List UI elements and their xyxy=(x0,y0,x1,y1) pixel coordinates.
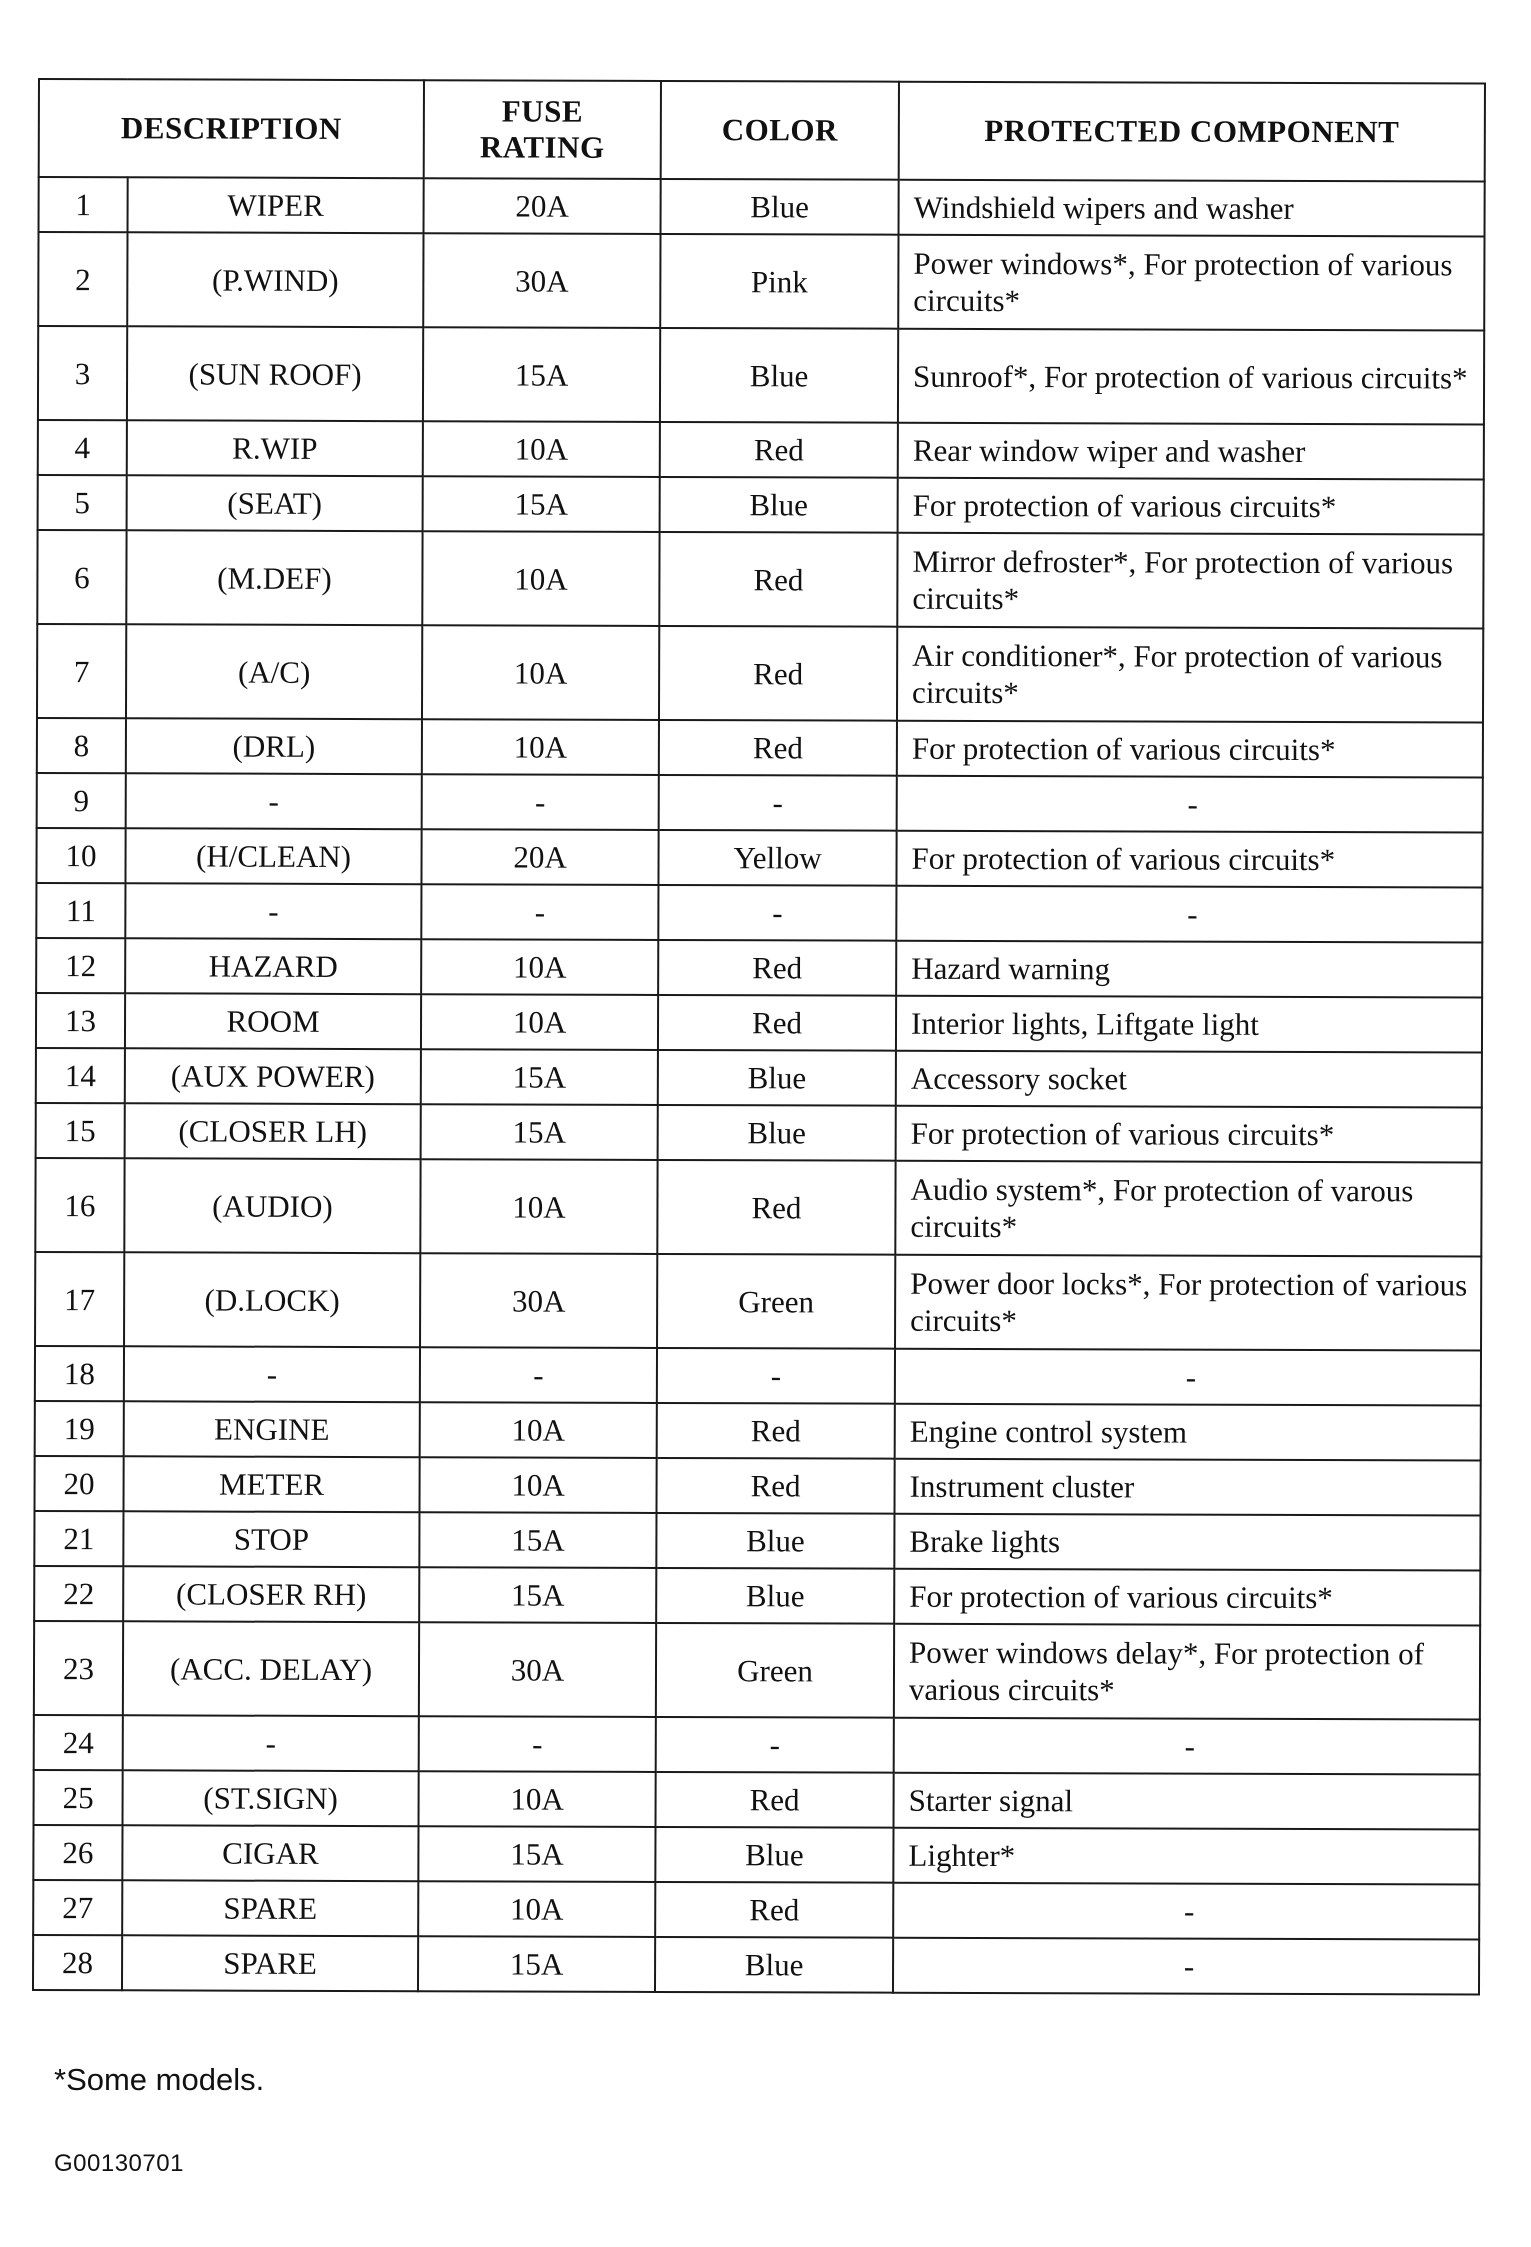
cell-description: HAZARD xyxy=(125,938,421,994)
cell-protected-component: Accessory socket xyxy=(896,1051,1482,1108)
header-description: DESCRIPTION xyxy=(39,79,424,178)
table-row xyxy=(34,1621,1480,1720)
cell-protected-component: Starter signal xyxy=(894,1773,1480,1830)
table-row xyxy=(37,773,1483,833)
cell-color: - xyxy=(659,775,897,831)
cell-fuse-rating: 10A xyxy=(418,1881,655,1937)
cell-protected-component: Power windows*, For protection of various circuits* xyxy=(898,235,1484,331)
cell-fuse-rating: 10A xyxy=(422,531,659,626)
cell-color: Red xyxy=(659,532,897,627)
cell-description: (AUDIO) xyxy=(124,1158,420,1253)
cell-protected-component: Mirror defroster*, For protection of various circuits* xyxy=(897,533,1483,629)
cell-number: 18 xyxy=(35,1346,124,1401)
cell-protected-component: - xyxy=(893,1938,1479,1995)
cell-description: SPARE xyxy=(122,1935,418,1991)
cell-fuse-rating: 15A xyxy=(423,327,660,422)
cell-description: (A/C) xyxy=(126,624,422,719)
cell-fuse-rating: 10A xyxy=(422,719,659,775)
cell-number: 23 xyxy=(34,1621,123,1715)
cell-color: Blue xyxy=(658,1105,896,1161)
table-header-row xyxy=(39,79,1485,182)
cell-number: 22 xyxy=(34,1566,123,1621)
header-fuse-rating-line1: FUSE xyxy=(501,93,584,129)
cell-fuse-rating: 30A xyxy=(419,1622,656,1717)
cell-number: 14 xyxy=(36,1048,125,1103)
cell-fuse-rating: 15A xyxy=(423,476,660,532)
cell-number: 26 xyxy=(33,1825,122,1880)
table-row xyxy=(33,1880,1479,1940)
table-row xyxy=(35,1158,1481,1257)
table-row xyxy=(36,938,1482,998)
table-row xyxy=(36,993,1482,1053)
cell-number: 16 xyxy=(35,1158,124,1252)
cell-description: - xyxy=(126,773,422,829)
cell-number: 17 xyxy=(35,1252,124,1346)
table-row xyxy=(34,1566,1480,1626)
table-row xyxy=(34,1456,1480,1516)
cell-fuse-rating: 10A xyxy=(423,421,660,477)
cell-color: Red xyxy=(658,940,896,996)
cell-number: 28 xyxy=(33,1935,122,1990)
cell-description: (ACC. DELAY) xyxy=(123,1621,419,1716)
cell-fuse-rating: 30A xyxy=(420,1253,657,1348)
cell-color: Blue xyxy=(658,1050,896,1106)
cell-protected-component: Interior lights, Liftgate light xyxy=(896,996,1482,1053)
table-row xyxy=(36,1048,1482,1108)
cell-description: (SEAT) xyxy=(127,475,423,531)
cell-protected-component: Windshield wipers and washer xyxy=(899,180,1485,237)
cell-fuse-rating: - xyxy=(419,1716,656,1772)
table-body xyxy=(33,177,1485,1995)
fuse-table xyxy=(32,78,1486,1996)
cell-fuse-rating: 20A xyxy=(421,829,658,885)
cell-protected-component: - xyxy=(897,776,1483,833)
table-row xyxy=(39,177,1485,237)
cell-number: 25 xyxy=(34,1770,123,1825)
table-row xyxy=(35,1401,1481,1461)
table-row xyxy=(36,1103,1482,1163)
cell-fuse-rating: 15A xyxy=(421,1049,658,1105)
cell-description: - xyxy=(124,1346,420,1402)
cell-number: 5 xyxy=(38,475,127,530)
cell-color: - xyxy=(656,1717,894,1773)
cell-number: 6 xyxy=(37,530,126,624)
cell-protected-component: Audio system*, For protection of varous circuits* xyxy=(895,1161,1481,1257)
cell-fuse-rating: 30A xyxy=(423,233,660,328)
cell-number: 11 xyxy=(36,883,125,938)
cell-color: Green xyxy=(656,1623,894,1718)
cell-number: 12 xyxy=(36,938,125,993)
cell-protected-component: - xyxy=(894,1718,1480,1775)
cell-description: WIPER xyxy=(128,177,424,233)
cell-color: Pink xyxy=(660,234,898,329)
cell-protected-component: Brake lights xyxy=(894,1514,1480,1571)
header-fuse-rating xyxy=(424,80,661,179)
cell-number: 2 xyxy=(38,232,127,326)
header-fuse-rating-line2: RATING xyxy=(479,129,605,165)
cell-protected-component: Power windows delay*, For protection of various circuits* xyxy=(894,1624,1480,1720)
cell-description: (DRL) xyxy=(126,718,422,774)
cell-color: - xyxy=(658,885,896,941)
table-row xyxy=(36,883,1482,943)
cell-description: (ST.SIGN) xyxy=(123,1770,419,1826)
cell-fuse-rating: 10A xyxy=(421,939,658,995)
cell-fuse-rating: 10A xyxy=(420,1402,657,1458)
cell-description: - xyxy=(123,1715,419,1771)
table-row xyxy=(35,1346,1481,1406)
cell-protected-component: Sunroof*, For protection of various circuits* xyxy=(898,329,1484,425)
cell-description: (SUN ROOF) xyxy=(127,326,423,421)
cell-protected-component: For protection of various circuits* xyxy=(898,478,1484,535)
table-row xyxy=(37,530,1483,629)
cell-description: (AUX POWER) xyxy=(125,1048,421,1104)
cell-number: 15 xyxy=(36,1103,125,1158)
cell-fuse-rating: - xyxy=(422,774,659,830)
footnote: *Some models. xyxy=(54,2062,265,2097)
cell-color: Blue xyxy=(661,179,899,235)
cell-fuse-rating: - xyxy=(421,884,658,940)
cell-description: SPARE xyxy=(122,1880,418,1936)
cell-protected-component: Power door locks*, For protection of various circuits* xyxy=(895,1255,1481,1351)
cell-protected-component: Engine control system xyxy=(895,1404,1481,1461)
cell-description: CIGAR xyxy=(122,1825,418,1881)
cell-color: Red xyxy=(657,1403,895,1459)
cell-number: 1 xyxy=(39,177,128,232)
cell-color: Green xyxy=(657,1254,895,1349)
cell-fuse-rating: 20A xyxy=(424,178,661,234)
cell-number: 13 xyxy=(36,993,125,1048)
table-row xyxy=(38,326,1484,425)
cell-color: Yellow xyxy=(658,830,896,886)
cell-description: STOP xyxy=(123,1511,419,1567)
cell-description: ENGINE xyxy=(124,1401,420,1457)
cell-color: Red xyxy=(655,1882,893,1938)
cell-description: (CLOSER RH) xyxy=(123,1566,419,1622)
cell-color: Red xyxy=(660,422,898,478)
cell-color: - xyxy=(657,1348,895,1404)
cell-protected-component: Rear window wiper and washer xyxy=(898,423,1484,480)
cell-protected-component: Instrument cluster xyxy=(895,1459,1481,1516)
cell-fuse-rating: 10A xyxy=(419,1771,656,1827)
cell-color: Red xyxy=(659,720,897,776)
table-row xyxy=(34,1770,1480,1830)
cell-description: (M.DEF) xyxy=(126,530,422,625)
cell-description: ROOM xyxy=(125,993,421,1049)
cell-color: Blue xyxy=(656,1513,894,1569)
header-protected-component: PROTECTED COMPONENT xyxy=(899,82,1485,182)
table-row xyxy=(33,1935,1479,1995)
cell-number: 20 xyxy=(34,1456,123,1511)
cell-protected-component: - xyxy=(896,886,1482,943)
table-row xyxy=(37,718,1483,778)
cell-fuse-rating: 15A xyxy=(419,1512,656,1568)
cell-color: Blue xyxy=(655,1937,893,1993)
cell-protected-component: For protection of various circuits* xyxy=(896,1106,1482,1163)
cell-number: 27 xyxy=(33,1880,122,1935)
cell-number: 3 xyxy=(38,326,127,420)
cell-fuse-rating: - xyxy=(420,1347,657,1403)
cell-description: METER xyxy=(123,1456,419,1512)
cell-number: 10 xyxy=(36,828,125,883)
cell-number: 21 xyxy=(34,1511,123,1566)
cell-protected-component: For protection of various circuits* xyxy=(897,721,1483,778)
cell-number: 9 xyxy=(37,773,126,828)
cell-description: (H/CLEAN) xyxy=(125,828,421,884)
figure-id: G00130701 xyxy=(54,2150,184,2177)
cell-protected-component: Hazard warning xyxy=(896,941,1482,998)
cell-protected-component: Lighter* xyxy=(893,1828,1479,1885)
table-row xyxy=(34,1715,1480,1775)
cell-fuse-rating: 15A xyxy=(418,1826,655,1882)
cell-number: 24 xyxy=(34,1715,123,1770)
cell-color: Red xyxy=(657,1458,895,1514)
cell-fuse-rating: 15A xyxy=(418,1936,655,1992)
table-row xyxy=(36,828,1482,888)
table-row xyxy=(33,1825,1479,1885)
cell-description: (P.WIND) xyxy=(127,232,423,327)
table-row xyxy=(35,1252,1481,1351)
cell-color: Red xyxy=(658,995,896,1051)
cell-protected-component: - xyxy=(895,1349,1481,1406)
table-row xyxy=(34,1511,1480,1571)
cell-color: Blue xyxy=(655,1827,893,1883)
cell-fuse-rating: 10A xyxy=(420,1159,657,1254)
cell-description: R.WIP xyxy=(127,420,423,476)
cell-protected-component: For protection of various circuits* xyxy=(894,1569,1480,1626)
cell-protected-component: For protection of various circuits* xyxy=(896,831,1482,888)
cell-number: 19 xyxy=(35,1401,124,1456)
header-color: COLOR xyxy=(661,81,899,180)
cell-color: Red xyxy=(656,1772,894,1828)
cell-color: Blue xyxy=(660,477,898,533)
table-row xyxy=(37,624,1483,723)
cell-number: 4 xyxy=(38,420,127,475)
cell-color: Red xyxy=(657,1160,895,1255)
cell-number: 7 xyxy=(37,624,126,718)
cell-protected-component: Air conditioner*, For protection of various circuits* xyxy=(897,627,1483,723)
cell-fuse-rating: 15A xyxy=(421,1104,658,1160)
table-row xyxy=(38,475,1484,535)
cell-fuse-rating: 10A xyxy=(421,994,658,1050)
table-row xyxy=(38,420,1484,480)
cell-fuse-rating: 10A xyxy=(422,625,659,720)
cell-fuse-rating: 15A xyxy=(419,1567,656,1623)
cell-fuse-rating: 10A xyxy=(420,1457,657,1513)
cell-description: (CLOSER LH) xyxy=(125,1103,421,1159)
cell-number: 8 xyxy=(37,718,126,773)
table-row xyxy=(38,232,1484,331)
cell-description: - xyxy=(125,883,421,939)
cell-color: Blue xyxy=(656,1568,894,1624)
cell-color: Blue xyxy=(660,328,898,423)
cell-description: (D.LOCK) xyxy=(124,1252,420,1347)
cell-color: Red xyxy=(659,626,897,721)
cell-protected-component: - xyxy=(893,1883,1479,1940)
